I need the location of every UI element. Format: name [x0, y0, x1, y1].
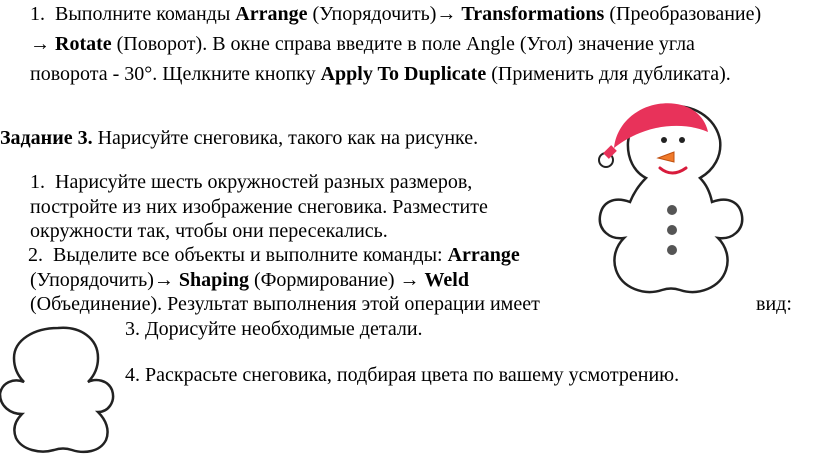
item4-text: 4. Раскрасьте снеговика, подбирая цвета по вашему усмотрению. [125, 364, 680, 386]
item2-line2 [30, 268, 469, 293]
step1-line1 [30, 2, 761, 27]
button-icon [667, 225, 677, 235]
arrange-command: Arrange [235, 3, 308, 25]
arrange-command: Arrange [447, 244, 520, 266]
item1-line1 [30, 170, 472, 195]
item2-line1 [28, 243, 520, 268]
item1-text: Нарисуйте шесть окружностей разных размеров, [55, 171, 473, 193]
weld-command: Weld [424, 269, 469, 291]
step1-text: → [30, 33, 55, 55]
eye-icon [679, 137, 685, 143]
step1-text: Выполните команды [55, 3, 236, 25]
step1-number: 1. [30, 3, 45, 25]
step1-line3 [30, 62, 731, 87]
apply-to-duplicate-command: Apply To Duplicate [320, 63, 487, 85]
step1-text: (Упорядочить)→ [307, 3, 462, 25]
snowman-outline-shape [0, 328, 113, 452]
item3-text: 3. Дорисуйте необходимые детали. [125, 318, 423, 340]
step1-text: (Применить для дубликата). [486, 63, 731, 85]
item2-text: (Формирование) → [248, 269, 425, 291]
item2-line3-end: вид: [756, 293, 792, 315]
button-icon [667, 245, 677, 255]
task3-title: Задание 3. [0, 127, 93, 149]
item2-number: 2. [28, 244, 43, 266]
transformations-command: Transformations [461, 3, 605, 25]
step1-line2 [30, 32, 695, 57]
eye-icon [661, 137, 667, 143]
shaping-command: Shaping [178, 269, 249, 291]
task3-text: Нарисуйте снеговика, такого как на рисунке. [92, 127, 479, 149]
step1-text: поворота - 30°. Щелкните кнопку [30, 63, 321, 85]
item2-text: Выделите все объекты и выполните команды: [53, 244, 448, 266]
item1-line3: окружности так, чтобы они пересекались. [30, 220, 388, 242]
rotate-command: Rotate [55, 33, 112, 55]
step1-text: (Преобразование) [604, 3, 762, 25]
item1-line2: постройте из них изображение снеговика. Разместите [30, 196, 488, 218]
snowman-illustration [594, 92, 794, 312]
item1-number: 1. [30, 171, 45, 193]
item2-line3: (Объединение). Результат выполнения этой операции имеет [30, 293, 540, 315]
step1-text: (Поворот). В окне справа введите в поле Angle (Угол) значение угла [111, 33, 695, 55]
welded-snowman-outline [0, 324, 130, 454]
item2-text: (Упорядочить)→ [30, 269, 179, 291]
task3-heading [0, 126, 478, 151]
button-icon [667, 205, 677, 215]
